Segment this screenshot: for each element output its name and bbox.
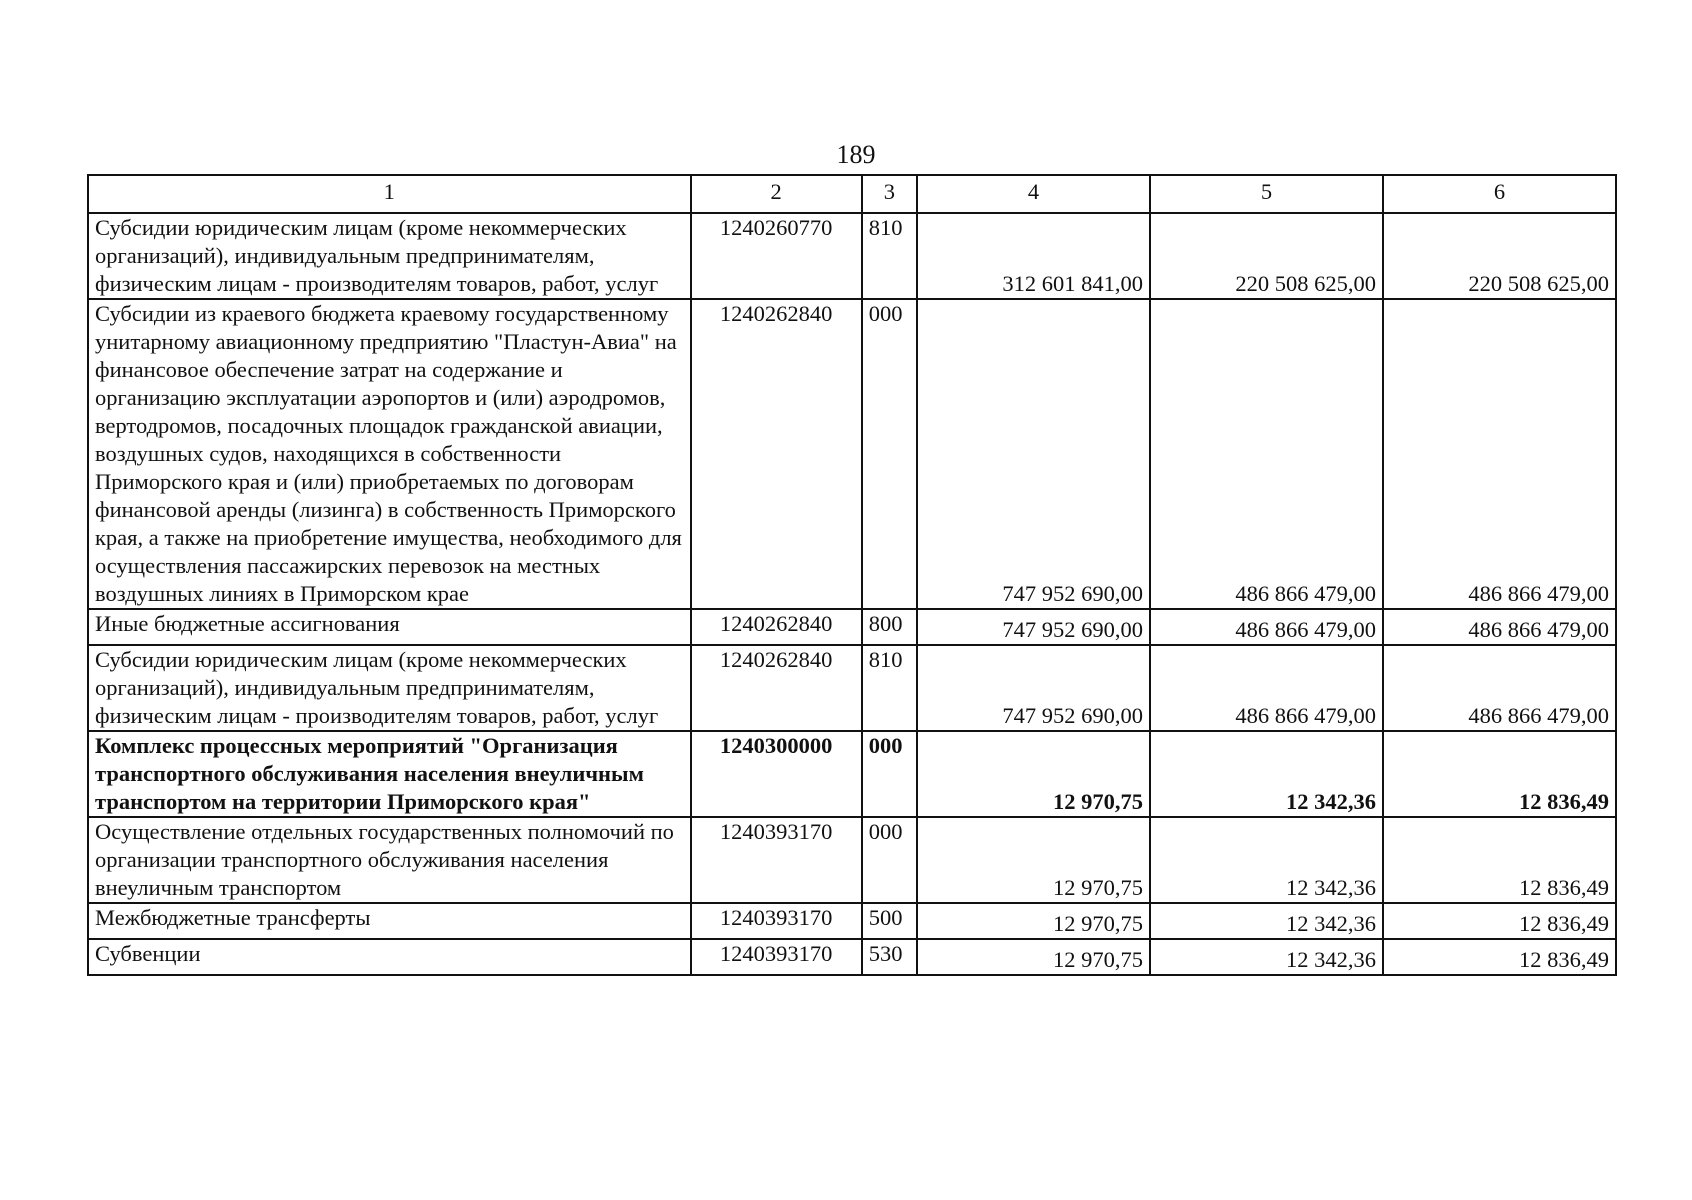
- row-code: 1240393170: [691, 903, 862, 939]
- row-amount-5: 486 866 479,00: [1150, 609, 1383, 645]
- row-name: Комплекс процессных мероприятий "Организация транспортного обслуживания населения внеуличным транспортом на территории Приморского края": [88, 731, 691, 817]
- table-row: [88, 903, 1616, 939]
- row-code: 1240262840: [691, 645, 862, 731]
- row-kind: 800: [862, 609, 917, 645]
- table-header-row: [88, 175, 1616, 213]
- row-amount-5: 12 342,36: [1150, 731, 1383, 817]
- row-name: Субсидии юридическим лицам (кроме некоммерческих организаций), индивидуальным предпринимателям, физическим лицам - производителям товаров, работ, услуг: [88, 645, 691, 731]
- row-amount-4: 747 952 690,00: [917, 645, 1150, 731]
- page-number: 189: [836, 140, 876, 169]
- row-name: Субвенции: [88, 939, 691, 975]
- row-code: 1240262840: [691, 299, 862, 609]
- row-kind: 000: [862, 817, 917, 903]
- row-kind: 000: [862, 731, 917, 817]
- row-kind: 530: [862, 939, 917, 975]
- table-row-section: [88, 731, 1616, 817]
- row-amount-5: 486 866 479,00: [1150, 299, 1383, 609]
- row-amount-6: 486 866 479,00: [1383, 609, 1616, 645]
- column-header: 4: [917, 175, 1150, 213]
- row-amount-6: 12 836,49: [1383, 731, 1616, 817]
- table-row: [88, 299, 1616, 609]
- row-amount-5: 12 342,36: [1150, 817, 1383, 903]
- row-amount-5: 12 342,36: [1150, 939, 1383, 975]
- row-kind: 810: [862, 645, 917, 731]
- row-amount-5: 486 866 479,00: [1150, 645, 1383, 731]
- row-kind: 500: [862, 903, 917, 939]
- column-header: 6: [1383, 175, 1616, 213]
- row-kind: 810: [862, 213, 917, 299]
- table-row: [88, 817, 1616, 903]
- column-header: 5: [1150, 175, 1383, 213]
- row-amount-4: 12 970,75: [917, 817, 1150, 903]
- row-kind: 000: [862, 299, 917, 609]
- row-amount-4: 747 952 690,00: [917, 299, 1150, 609]
- row-name: Субсидии из краевого бюджета краевому государственному унитарному авиационному предприятию "Пластун-Авиа" на финансовое обеспечение затрат на содержание и организацию эксплуатации аэропортов и (или) аэродромов, вертодромов, посадочных площадок гражданской авиации, воздушных судов, находящихся в собственности Приморского края и (или) приобретаемых по договорам финансовой аренды (лизинга) в собственность Приморского края, а также на приобретение имущества, необходимого для осуществления пассажирских перевозок на местных воздушных линиях в Приморском крае: [88, 299, 691, 609]
- column-header: 2: [691, 175, 862, 213]
- row-amount-4: 12 970,75: [917, 731, 1150, 817]
- row-amount-4: 12 970,75: [917, 939, 1150, 975]
- row-amount-6: 12 836,49: [1383, 817, 1616, 903]
- row-name: Осуществление отдельных государственных полномочий по организации транспортного обслуживания населения внеуличным транспортом: [88, 817, 691, 903]
- row-code: 1240262840: [691, 609, 862, 645]
- row-amount-6: 486 866 479,00: [1383, 645, 1616, 731]
- row-amount-5: 12 342,36: [1150, 903, 1383, 939]
- row-name: Иные бюджетные ассигнования: [88, 609, 691, 645]
- table-row: [88, 213, 1616, 299]
- row-code: 1240393170: [691, 939, 862, 975]
- row-amount-4: 12 970,75: [917, 903, 1150, 939]
- row-amount-5: 220 508 625,00: [1150, 213, 1383, 299]
- row-amount-6: 12 836,49: [1383, 939, 1616, 975]
- row-amount-6: 12 836,49: [1383, 903, 1616, 939]
- column-header: 1: [88, 175, 691, 213]
- row-amount-4: 747 952 690,00: [917, 609, 1150, 645]
- table-row: [88, 645, 1616, 731]
- row-code: 1240393170: [691, 817, 862, 903]
- budget-table: [87, 174, 1617, 976]
- row-code: 1240260770: [691, 213, 862, 299]
- row-code: 1240300000: [691, 731, 862, 817]
- row-amount-4: 312 601 841,00: [917, 213, 1150, 299]
- table-row: [88, 609, 1616, 645]
- table-row: [88, 939, 1616, 975]
- row-name: Субсидии юридическим лицам (кроме некоммерческих организаций), индивидуальным предпринимателям, физическим лицам - производителям товаров, работ, услуг: [88, 213, 691, 299]
- row-amount-6: 220 508 625,00: [1383, 213, 1616, 299]
- row-amount-6: 486 866 479,00: [1383, 299, 1616, 609]
- row-name: Межбюджетные трансферты: [88, 903, 691, 939]
- column-header: 3: [862, 175, 917, 213]
